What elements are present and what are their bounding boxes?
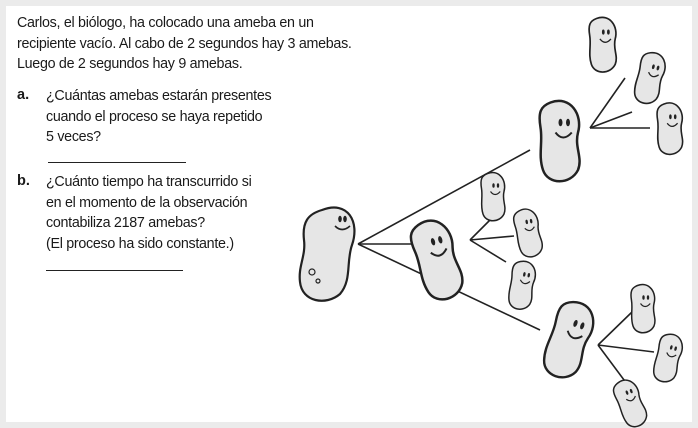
question-line: en el momento de la observación (46, 194, 248, 211)
question-line: cuando el proceso se haya repetido (46, 108, 263, 125)
amoeba-gen1-bottom (537, 297, 599, 383)
amoeba-gen2 (611, 377, 650, 428)
question-a-letter: a. (17, 87, 30, 103)
question-b-letter: b. (17, 173, 30, 189)
amoeba-gen2 (631, 285, 655, 333)
branch-line (470, 240, 506, 262)
amoeba-parent (300, 208, 355, 301)
branch-line (470, 236, 514, 240)
branch-lines (358, 78, 654, 388)
intro-line: Carlos, el biólogo, ha colocado una ameba en un (17, 15, 314, 31)
question-line: ¿Cuánto tiempo ha transcurrido si (46, 174, 252, 190)
intro-line: Luego de 2 segundos hay 9 amebas. (17, 56, 243, 72)
question-line: 5 veces? (46, 129, 101, 145)
amoeba-gen2 (506, 259, 538, 311)
amoeba-gen2 (650, 332, 686, 385)
intro-line: recipiente vacío. Al cabo de 2 segundos hay 3 amebas. (17, 35, 352, 52)
amoeba-gen2 (657, 103, 683, 154)
branch-line (598, 345, 654, 352)
amoeba-gen2 (481, 173, 505, 221)
question-line: (El proceso ha sido constante.) (46, 235, 234, 252)
amoeba-gen1-middle (407, 216, 466, 304)
amoeba-gen2 (631, 50, 669, 106)
amoeba-gen2 (512, 207, 544, 259)
question-line: contabiliza 2187 amebas? (46, 215, 205, 231)
branch-line (598, 312, 632, 345)
amoeba-gen1-top (540, 101, 580, 181)
question-line: ¿Cuántas amebas estarán presentes (46, 88, 272, 104)
amoeba-gen2 (589, 17, 616, 72)
